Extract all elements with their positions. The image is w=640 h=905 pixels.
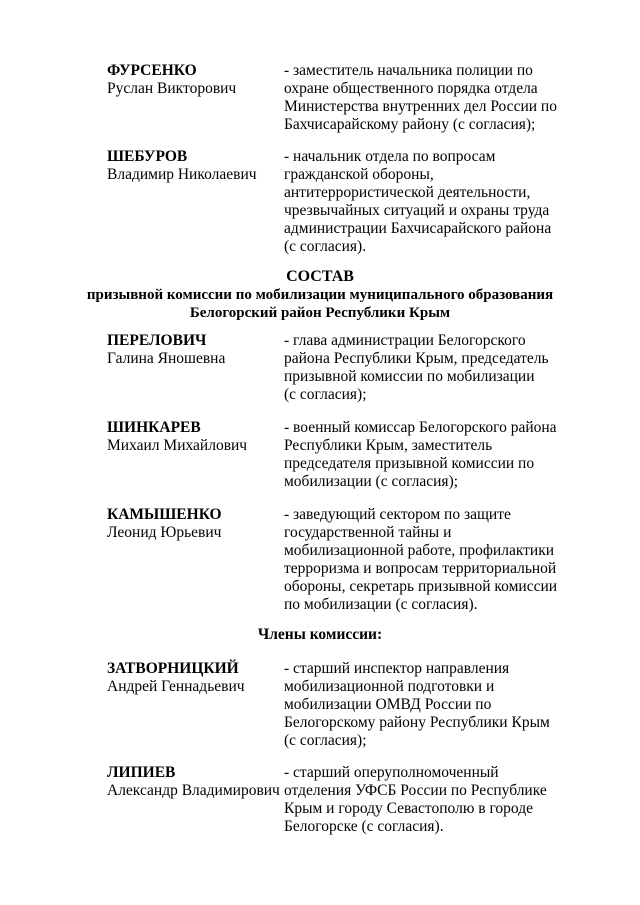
- role-line: Бахчисарайскому району (с согласия);: [284, 116, 536, 133]
- member-name: [107, 660, 282, 696]
- member-given-name: Галина Яношевна: [107, 350, 226, 367]
- role-line: - старший оперуполномоченный: [284, 764, 499, 781]
- member-surname: ФУРСЕНКО: [107, 62, 197, 79]
- role-line: (с согласия);: [284, 386, 367, 403]
- heading-title: СОСТАВ: [286, 268, 354, 285]
- role-line: - старший инспектор направления: [284, 660, 510, 677]
- role-line: по мобилизации (с согласия).: [284, 596, 478, 613]
- role-line: администрации Бахчисарайского района: [284, 220, 552, 237]
- role-line: - заместитель начальника полиции по: [284, 62, 533, 79]
- role-line: мобилизации (с согласия);: [284, 473, 459, 490]
- role-line: Белогорскому району Республики Крым: [284, 714, 550, 731]
- member-given-name: Михаил Михайлович: [107, 437, 248, 454]
- role-line: отделения УФСБ России по Республике: [284, 782, 547, 799]
- role-line: района Республики Крым, председатель: [284, 350, 549, 367]
- member-role: [284, 764, 584, 836]
- member-role: [284, 419, 584, 491]
- member-name: [107, 62, 282, 98]
- role-line: терроризма и вопросам территориальной: [284, 560, 557, 577]
- member-surname: ШИНКАРЕВ: [107, 419, 201, 436]
- member-name: [107, 419, 282, 455]
- role-line: мобилизации ОМВД России по: [284, 696, 492, 713]
- heading-subtitle-line-1: призывной комиссии по мобилизации муниципального образования: [86, 287, 554, 303]
- role-line: Крым и городу Севастополю в городе: [284, 800, 534, 817]
- member-given-name: Владимир Николаевич: [107, 166, 257, 183]
- member-name: [107, 764, 282, 800]
- member-surname: КАМЫШЕНКО: [107, 506, 222, 523]
- role-line: мобилизационной работе, профилактики: [284, 542, 555, 559]
- member-name: [107, 506, 282, 542]
- role-line: государственной тайны и: [284, 524, 452, 541]
- member-role: [284, 506, 584, 614]
- member-given-name: Александр Владимирович: [107, 782, 280, 799]
- member-name: [107, 332, 282, 368]
- role-line: (с согласия);: [284, 732, 367, 749]
- commission-heading: [0, 268, 640, 322]
- role-line: охране общественного порядка отдела: [284, 80, 538, 97]
- heading-subtitle-line-2: Белогорский район Республики Крым: [189, 305, 451, 321]
- role-line: мобилизационной подготовки и: [284, 678, 495, 695]
- role-line: гражданской обороны,: [284, 166, 434, 183]
- role-line: Министерства внутренних дел России по: [284, 98, 557, 115]
- member-surname: ЛИПИЕВ: [107, 764, 176, 781]
- role-line: - начальник отдела по вопросам: [284, 148, 496, 165]
- role-line: - военный комиссар Белогорского района: [284, 419, 557, 436]
- member-role: [284, 332, 584, 404]
- role-line: чрезвычайных ситуаций и охраны труда: [284, 202, 550, 219]
- role-line: призывной комиссии по мобилизации: [284, 368, 535, 385]
- role-line: - заведующий сектором по защите: [284, 506, 511, 523]
- member-given-name: Леонид Юрьевич: [107, 524, 222, 541]
- role-line: Белогорске (с согласия).: [284, 818, 444, 835]
- member-given-name: Андрей Геннадьевич: [107, 678, 245, 695]
- member-surname: ЗАТВОРНИЦКИЙ: [107, 660, 239, 677]
- member-role: [284, 660, 584, 750]
- member-surname: ШЕБУРОВ: [107, 148, 188, 165]
- role-line: обороны, секретарь призывной комиссии: [284, 578, 558, 595]
- member-role: [284, 62, 584, 134]
- member-surname: ПЕРЕЛОВИЧ: [107, 332, 207, 349]
- members-heading: Члены комиссии:: [257, 626, 383, 643]
- role-line: (с согласия).: [284, 238, 367, 255]
- member-role: [284, 148, 584, 256]
- role-line: - глава администрации Белогорского: [284, 332, 526, 349]
- role-line: Республики Крым, заместитель: [284, 437, 493, 454]
- role-line: председателя призывной комиссии по: [284, 455, 535, 472]
- role-line: антитеррористической деятельности,: [284, 184, 531, 201]
- member-name: [107, 148, 282, 184]
- member-given-name: Руслан Викторович: [107, 80, 237, 97]
